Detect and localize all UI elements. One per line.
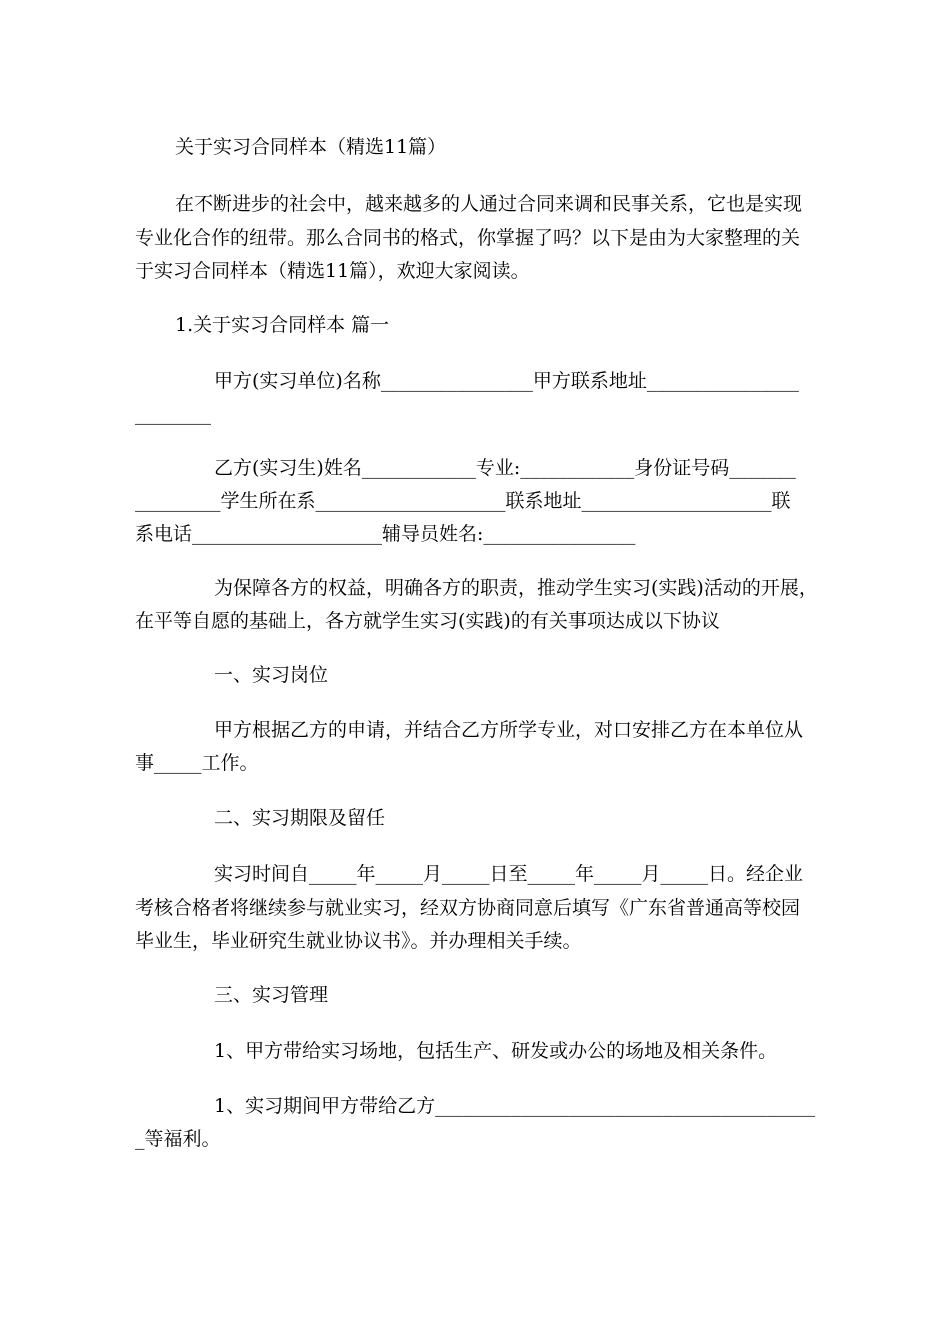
intro-line-3: 于实习合同样本（精选11篇），欢迎大家阅读。 [135,260,530,282]
document-title: 关于实习合同样本（精选11篇） [175,136,447,158]
intro-line-1: 在不断进步的社会中，越来越多的人通过合同来调和民事关系，它也是实现 [175,193,803,215]
heading-internship-period: 二、实习期限及留任 [214,807,386,829]
paragraph-period-line-1: 实习时间自_____年_____月_____日至_____年_____月_____日。经企业 [214,863,804,885]
paragraph-benefits-line-1: 1、实习期间甲方带给乙方________________________________________ [214,1095,816,1117]
paragraph-position-line-2: 事_____工作。 [135,752,259,774]
paragraph-period-line-3: 毕业生，毕业研究生就业协议书》。并办理相关手续。 [135,930,582,952]
party-b-line-2: _________学生所在系____________________联系地址____________________联 [135,490,791,512]
section-title: 1.关于实习合同样本 篇一 [175,314,390,336]
party-a-line-1: 甲方(实习单位)名称________________甲方联系地址________________ [214,370,799,392]
paragraph-position-line-1: 甲方根据乙方的申请，并结合乙方所学专业，对口安排乙方在本单位从 [214,719,804,741]
party-b-line-1: 乙方(实习生)姓名____________专业:____________身份证号码_______ [214,457,796,479]
paragraph-period-line-2: 考核合格者将继续参与就业实习，经双方协商同意后填写《广东省普通高等校园 [135,897,801,919]
paragraph-benefits-line-2: _等福利。 [135,1128,221,1150]
heading-internship-position: 一、实习岗位 [214,664,329,686]
intro-line-2: 专业化合作的纽带。那么合同书的格式，你掌握了吗？以下是由为大家整理的关 [135,227,801,249]
purpose-line-1: 为保障各方的权益，明确各方的职责，推动学生实习(实践)活动的开展， [214,577,818,599]
party-a-line-2: ________ [135,403,211,425]
purpose-line-2: 在平等自愿的基础上，各方就学生实习(实践)的有关事项达成以下协议 [135,610,720,632]
paragraph-management-1: 1、甲方带给实习场地，包括生产、研发或办公的场地及相关条件。 [214,1040,778,1062]
heading-internship-management: 三、实习管理 [214,984,329,1006]
party-b-line-3: 系电话____________________辅导员姓名:________________ [135,523,636,545]
